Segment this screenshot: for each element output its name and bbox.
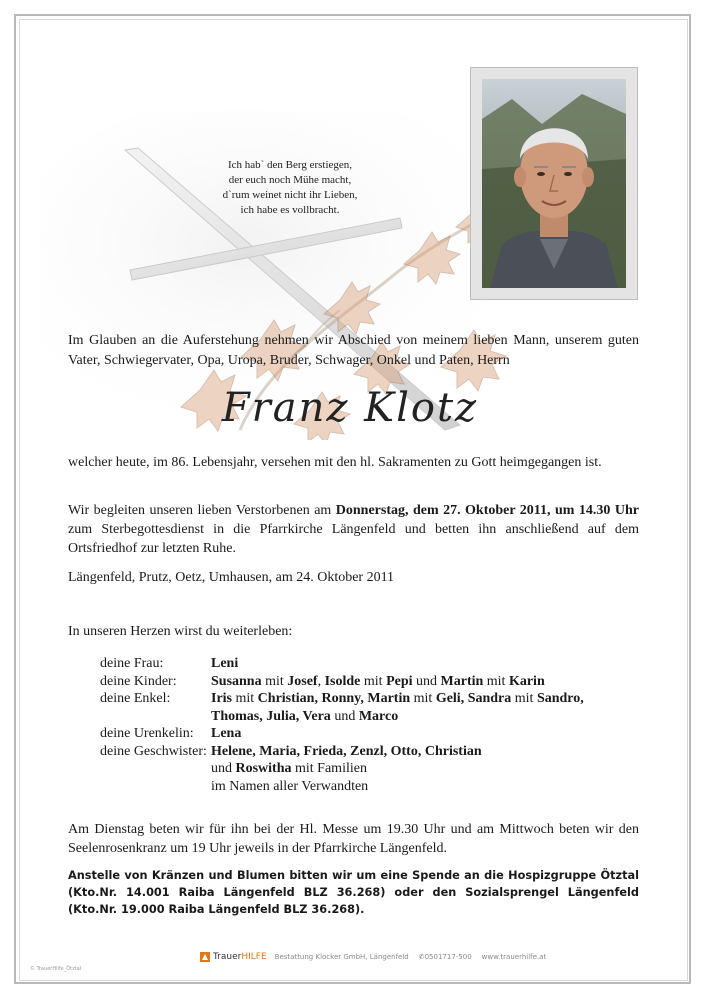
funeral-text-post: zum Sterbegottesdienst in die Pfarrkirche Längenfeld und betten ihn anschließend auf dem Ortsfriedhof zur letzten Ruhe.: [68, 522, 639, 556]
family-label-empty: [100, 778, 211, 796]
family-row-grandchildren: [100, 690, 620, 708]
brand-part-b: HILFE: [241, 952, 267, 962]
funeral-text-pre: Wir begleiten unseren lieben Verstorbenen am: [68, 503, 336, 518]
poem-line: ich habe es vollbracht.: [240, 204, 340, 216]
phone-number: ✆0501717-500: [418, 953, 472, 961]
family-name-bold: Roswitha: [235, 761, 292, 776]
family-row-wife: [100, 655, 620, 673]
family-value: [211, 690, 620, 708]
poem: [215, 158, 365, 218]
place-date: Längenfeld, Prutz, Oetz, Umhausen, am 24. Oktober 2011: [68, 570, 395, 585]
family-name-bold: Isolde: [324, 673, 361, 689]
family-name-bold: Marco: [358, 708, 399, 724]
family-row-great-grandchild: [100, 725, 620, 743]
family-row-grandchildren-cont: [100, 708, 620, 726]
prayer-text: Am Dienstag beten wir für ihn bei der Hl. Messe um 19.30 Uhr und am Mittwoch beten wir den Seelenrosenkranz um 19 Uhr jeweils in der Pfarrkirche Längenfeld.: [68, 822, 639, 856]
donation-note: Anstelle von Kränzen und Blumen bitten wir um eine Spende an die Hospizgruppe Ötztal (Kto.Nr. 14.001 Raiba Längenfeld BLZ 36.268) oder den Sozialsprengel Längenfeld (Kto.Nr. 19.000 Raiba Längenfeld BLZ 36.268).: [68, 869, 639, 916]
family-row-relatives: [100, 778, 620, 796]
family-row-children: [100, 673, 620, 691]
family-connector: mit: [261, 673, 288, 689]
funeral-date: Donnerstag, dem 27. Oktober 2011, um 14.30 Uhr: [335, 503, 639, 518]
family-list: [100, 655, 620, 795]
trauerhilfe-logo-icon: [200, 952, 210, 962]
family-name-bold: Josef: [287, 673, 318, 689]
family-name-bold: Thomas, Julia, Vera: [211, 708, 331, 724]
family-label: deine Kinder:: [100, 673, 177, 689]
family-value: [211, 760, 620, 778]
family-row-siblings-cont: [100, 760, 620, 778]
family-connector: mit: [232, 691, 258, 706]
family-name-bold: Karin: [508, 673, 545, 689]
family-connector: mit: [511, 691, 537, 706]
family-value: im Namen aller Verwandten: [211, 778, 369, 794]
brand-name: [213, 952, 267, 962]
family-name-bold: Geli, Sandra: [435, 691, 512, 706]
passing-text: welcher heute, im 86. Lebensjahr, versehen mit den hl. Sakramenten zu Gott heimgegangen ist.: [68, 455, 602, 470]
poem-line: d`rum weinet nicht ihr Lieben,: [222, 189, 358, 201]
poem-line: Ich hab` den Berg erstiegen,: [227, 159, 353, 171]
family-row-siblings: [100, 743, 620, 761]
family-name-bold: Pepi: [386, 673, 413, 689]
family-name-bold: Sandro,: [536, 691, 584, 706]
family-connector: und: [330, 708, 359, 724]
portrait-photo: [482, 79, 626, 288]
brand-part-a: Trauer: [213, 952, 242, 962]
family-connector: und: [211, 761, 236, 776]
funeral-text: [68, 501, 639, 558]
family-connector: ,: [317, 673, 325, 689]
family-label: deine Enkel:: [100, 691, 171, 706]
family-name-bold: Iris: [211, 691, 232, 706]
family-value: Lena: [211, 726, 242, 741]
family-connector: mit: [410, 691, 436, 706]
intro-text: Im Glauben an die Auferstehung nehmen wir Abschied von meinem lieben Mann, unserem guten Vater, Schwiegervater, Opa, Uropa, Bruder, Schwager, Onkel und Paten, Herrn: [68, 333, 639, 368]
family-name-bold: Christian, Ronny, Martin: [257, 691, 411, 706]
family-label: deine Urenkelin:: [100, 726, 194, 741]
poem-line: der euch noch Mühe macht,: [228, 174, 352, 186]
portrait-frame: [470, 67, 638, 300]
family-label-empty: [100, 760, 211, 778]
deceased-name: Franz Klotz: [221, 385, 479, 431]
family-value: [211, 673, 620, 691]
family-value: Helene, Maria, Frieda, Zenzl, Otto, Christian: [211, 743, 482, 759]
family-label: deine Geschwister:: [100, 743, 207, 759]
footer: [200, 950, 546, 964]
family-connector: mit: [360, 673, 387, 689]
family-label: deine Frau:: [100, 656, 164, 671]
hearts-heading: In unseren Herzen wirst du weiterleben:: [68, 624, 293, 639]
website-link[interactable]: www.trauerhilfe.at: [481, 953, 547, 961]
family-value: Leni: [211, 656, 239, 671]
company-name: Bestattung Klocker GmbH, Längenfeld: [274, 953, 409, 961]
family-value: [211, 708, 620, 726]
family-name-bold: Martin: [440, 673, 484, 689]
family-connector: mit: [483, 673, 509, 689]
family-name-bold: Susanna: [211, 673, 262, 689]
copyright: © TrauerHilfe_Ötztal: [30, 966, 82, 972]
family-label-empty: [100, 708, 211, 726]
family-connector: mit Familien: [291, 761, 367, 776]
family-connector: und: [412, 673, 441, 689]
